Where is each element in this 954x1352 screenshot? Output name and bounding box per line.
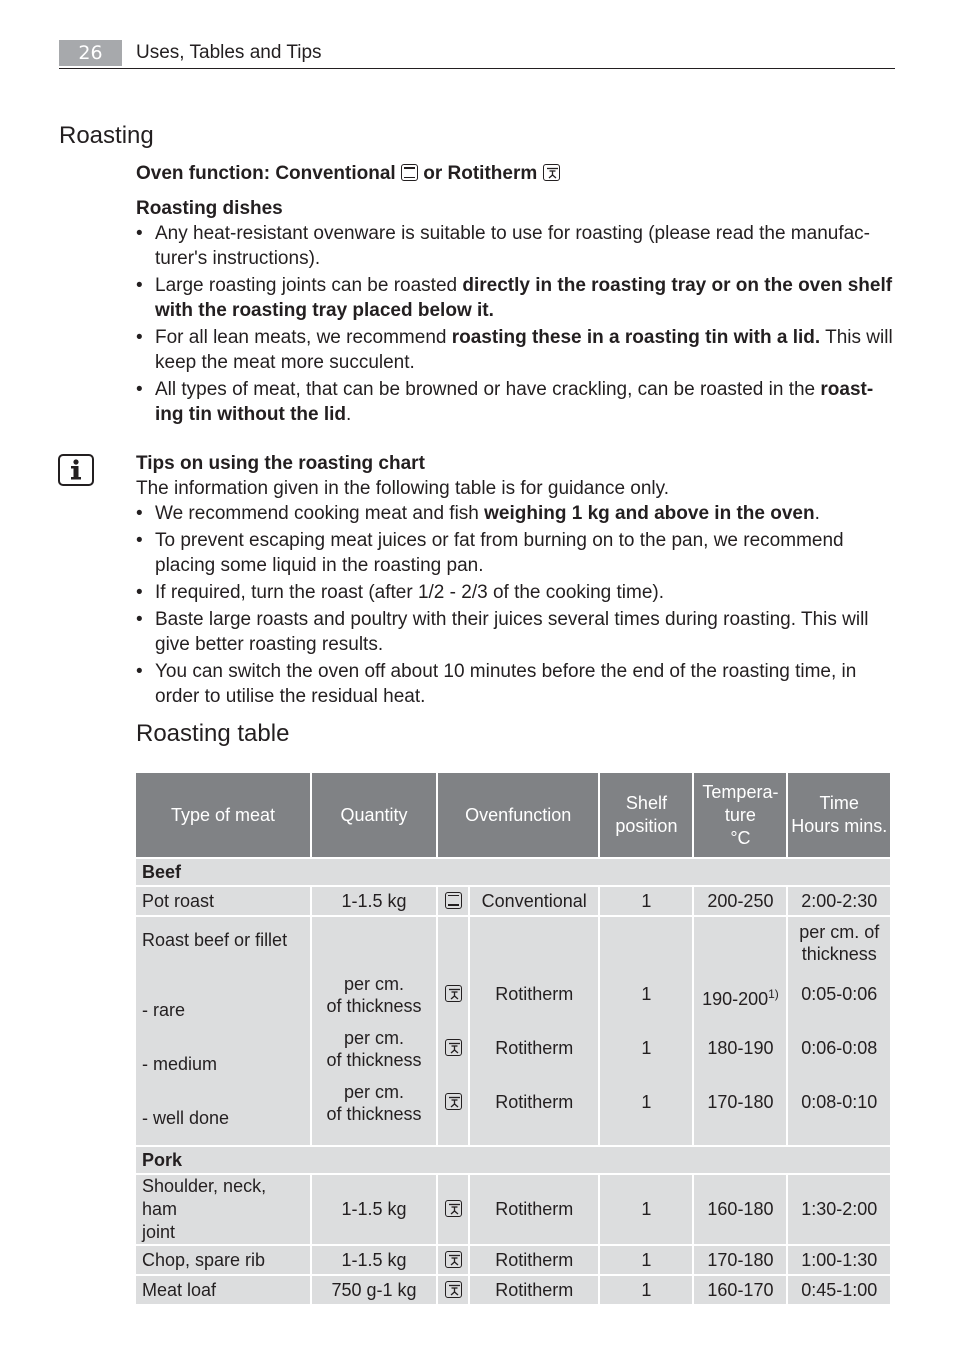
page-number: 26 — [59, 40, 122, 66]
cell-type: Meat loaf — [136, 1276, 310, 1304]
roast-beef-qty-cell — [312, 917, 436, 1145]
cell-time: 0:05-0:06 — [801, 984, 878, 1004]
cell-func: Rotitherm — [495, 1038, 574, 1058]
cell-qty: 1-1.5 kg — [312, 887, 436, 915]
roast-beef-temp-cell — [694, 917, 786, 1145]
cell-type: - well done — [142, 1108, 230, 1128]
cell-temp: 190-200$^{1)}$ — [702, 987, 779, 1009]
rotitherm-icon — [438, 1037, 468, 1091]
list-item — [136, 580, 896, 605]
roasting-table-heading: Roasting table — [136, 720, 290, 747]
cell-type: - medium — [142, 1054, 218, 1074]
table-row — [136, 859, 890, 885]
conventional-heat-icon — [401, 164, 418, 181]
cell-temp: 160-170 — [694, 1276, 786, 1304]
info-icon — [58, 454, 94, 486]
tips-intro: The information given in the following table is for guidance only. — [136, 478, 670, 499]
table-row — [136, 1147, 890, 1173]
list-item — [136, 325, 896, 375]
bullet-bold: roasting these in a roasting tin with a lid. — [451, 327, 821, 348]
bullet-text: If required, turn the roast (after 1/2 - 2/3 of the cooking time). — [155, 582, 665, 603]
col-type: Type of meat — [136, 773, 310, 857]
cell-func: Rotitherm — [470, 1175, 598, 1244]
cell-shelf: 1 — [641, 984, 652, 1004]
table-row — [136, 1276, 890, 1304]
list-item — [136, 528, 896, 578]
rotitherm-icon — [543, 164, 560, 181]
temp-header-3: °C — [730, 827, 751, 848]
temp-header-2: ture — [724, 804, 756, 825]
cell-temp: 170-180 — [707, 1092, 774, 1112]
roast-beef-shelf-cell — [600, 917, 692, 1145]
list-item — [136, 501, 896, 526]
cell-shelf: 1 — [600, 887, 692, 915]
roasting-heading: Roasting — [59, 122, 154, 149]
roast-beef-type-cell — [136, 917, 310, 1145]
group-beef: Beef — [136, 859, 890, 885]
rotitherm-icon — [438, 1276, 468, 1304]
oven-function-line — [136, 161, 896, 186]
roast-beef-icon-cell — [438, 917, 468, 1145]
table-row — [136, 917, 890, 1145]
cell-type: Pot roast — [136, 887, 310, 915]
cell-time: 1:00-1:30 — [788, 1246, 890, 1274]
tips-heading: Tips on using the roasting chart — [136, 453, 425, 474]
cell-type: Roast beef or fillet — [142, 930, 288, 950]
table-row — [136, 887, 890, 915]
rotitherm-icon — [438, 1175, 468, 1244]
list-item — [136, 607, 896, 657]
col-temp — [694, 773, 786, 857]
bullet-text: Any heat-resistant ovenware is suitable to use for roasting (please read the manufac-turer's instructions). — [155, 223, 870, 269]
list-item — [136, 273, 896, 323]
roasting-dishes-heading: Roasting dishes — [136, 198, 283, 219]
cell-func: Rotitherm — [470, 1246, 598, 1274]
cell-func: Rotitherm — [495, 1092, 574, 1112]
table-header-row — [136, 773, 890, 857]
oven-function-prefix: Oven function: Conventional — [136, 163, 396, 184]
rotitherm-icon — [438, 1091, 468, 1145]
bullet-text: Large roasting joints can be roasted — [155, 275, 463, 296]
roast-beef-func-cell — [470, 917, 598, 1145]
header-title: Uses, Tables and Tips — [136, 42, 322, 63]
col-shelf: Shelf position — [600, 773, 692, 857]
cell-func: Rotitherm — [470, 1276, 598, 1304]
bullet-text: You can switch the oven off about 10 minutes before the end of the roasting time, in order to utilise the residual heat. — [155, 661, 857, 707]
cell-qty: per cm. of thickness — [326, 1082, 422, 1124]
temp-header-1: Tempera- — [702, 781, 779, 802]
cell-qty: 1-1.5 kg — [312, 1175, 436, 1244]
cell-qty: 750 g-1 kg — [312, 1276, 436, 1304]
cell-qty: per cm. of thickness — [326, 974, 422, 1016]
table-row — [136, 1175, 890, 1244]
cell-temp: 200-250 — [694, 887, 786, 915]
roasting-dishes-section — [136, 196, 896, 429]
tips-section — [136, 451, 896, 711]
list-item — [136, 221, 896, 271]
cell-time: 0:45-1:00 — [788, 1276, 890, 1304]
cell-type: Shoulder, neck, ham joint — [136, 1175, 310, 1244]
cell-shelf: 1 — [641, 1038, 652, 1058]
col-ovenfunction: Ovenfunction — [438, 773, 598, 857]
cell-qty: per cm. of thickness — [326, 1028, 422, 1070]
col-quantity: Quantity — [312, 773, 436, 857]
bullet-bold: directly in the roasting tray or on the oven shelf with the roasting tray placed below it. — [155, 275, 893, 321]
bullet-text: To prevent escaping meat juices or fat from burning on to the pan, we recommend placing some liquid in the roasting pan. — [155, 530, 844, 576]
group-pork: Pork — [136, 1147, 890, 1173]
table-row — [136, 1246, 890, 1274]
bullet-text: All types of meat, that can be browned or have crackling, can be roasted in the — [155, 379, 821, 400]
rotitherm-icon — [438, 1246, 468, 1274]
cell-type: - rare — [142, 1000, 186, 1020]
time-header-2: Hours mins. — [791, 816, 888, 836]
cell-shelf: 1 — [600, 1276, 692, 1304]
page-header — [59, 40, 895, 69]
bullet-bold: roast-ing tin without the lid — [155, 379, 874, 425]
list-item — [136, 659, 896, 709]
cell-shelf: 1 — [600, 1246, 692, 1274]
cell-time: 2:00-2:30 — [788, 887, 890, 915]
bullet-text: This will keep the meat more succulent. — [155, 327, 893, 373]
rotitherm-icon — [438, 983, 468, 1037]
cell-temp: 170-180 — [694, 1246, 786, 1274]
bullet-text: . — [814, 503, 820, 524]
roast-beef-time-cell — [788, 917, 890, 1145]
cell-type: Chop, spare rib — [136, 1246, 310, 1274]
cell-shelf: 1 — [641, 1092, 652, 1112]
cell-time: 0:06-0:08 — [801, 1038, 878, 1058]
list-item — [136, 377, 896, 427]
cell-temp: 180-190 — [707, 1038, 774, 1058]
cell-time: 1:30-2:00 — [788, 1175, 890, 1244]
cell-time: per cm. of thickness — [799, 922, 880, 964]
bullet-text: For all lean meats, we recommend — [155, 327, 452, 348]
roasting-table — [134, 771, 892, 1306]
cell-qty: 1-1.5 kg — [312, 1246, 436, 1274]
bullet-text: Baste large roasts and poultry with their juices several times during roasting. This will give better roasting results. — [155, 609, 869, 655]
bullet-bold: weighing 1 kg and above in the oven — [484, 503, 815, 524]
oven-function-or: or Rotitherm — [423, 163, 538, 184]
cell-time: 0:08-0:10 — [801, 1092, 878, 1112]
cell-func: Conventional — [470, 887, 598, 915]
bullet-text: We recommend cooking meat and fish — [155, 503, 485, 524]
cell-temp: 160-180 — [694, 1175, 786, 1244]
conventional-heat-icon — [438, 887, 468, 915]
col-time — [788, 773, 890, 857]
cell-shelf: 1 — [600, 1175, 692, 1244]
cell-func: Rotitherm — [495, 984, 574, 1004]
footnote-marker: 1) — [768, 987, 779, 1001]
bullet-text: . — [346, 404, 352, 425]
time-header-1: Time — [819, 793, 859, 813]
